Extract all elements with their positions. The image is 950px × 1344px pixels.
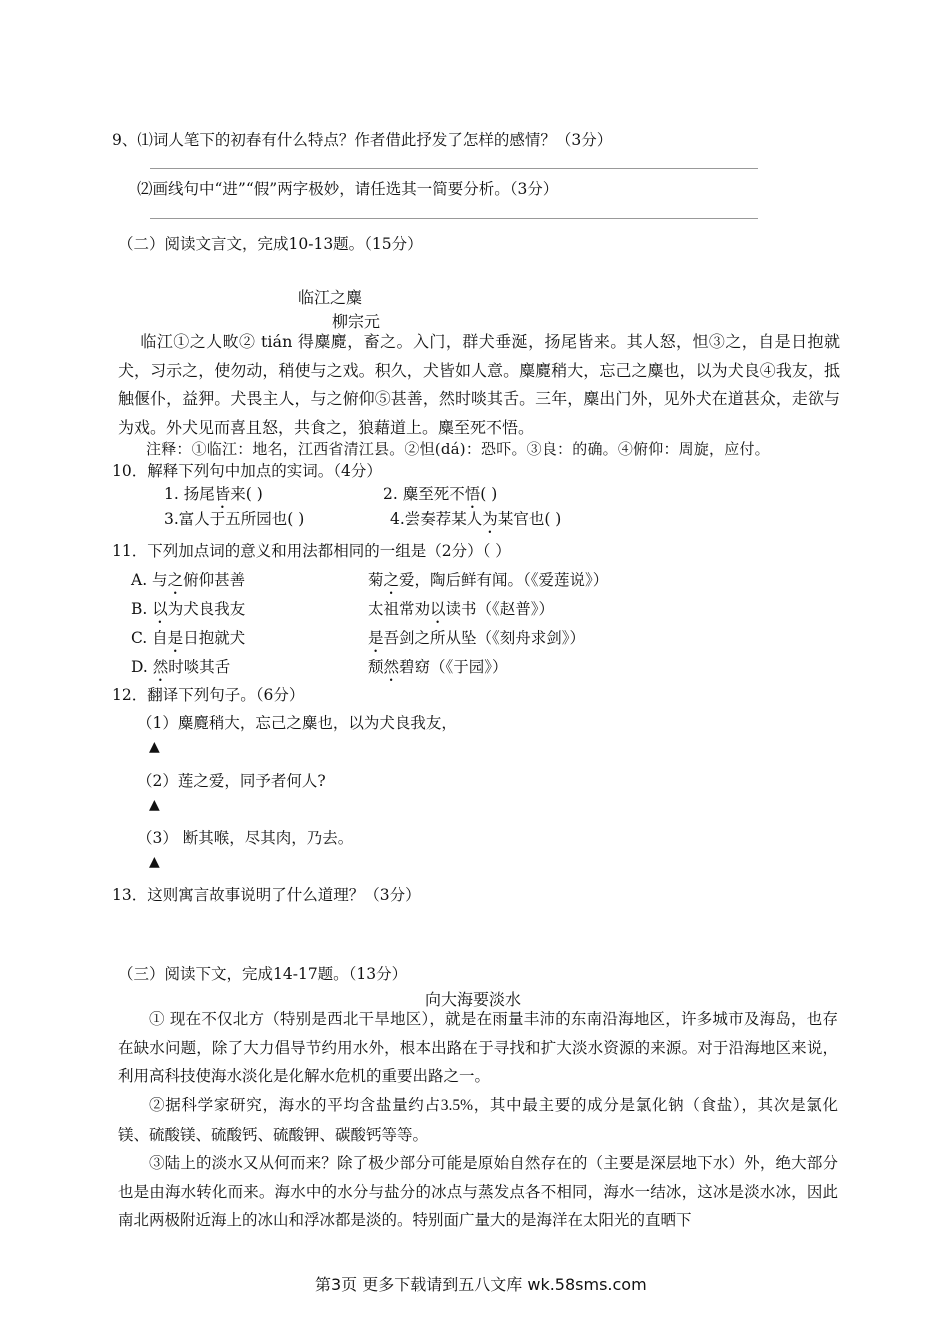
q11-option-d-left: D. 然时啖其舌 [131, 658, 231, 676]
q12-sentence-2: （2）莲之爱，同予者何人? [137, 772, 326, 790]
q11-option-a-right: 菊之爱，陶后鲜有闻。（《爱莲说》） [368, 571, 609, 589]
answer-mark-1: ▲ [149, 739, 160, 755]
q10-item-2: 2. 麋至死不悟( ) [383, 485, 498, 503]
answer-mark-2: ▲ [149, 797, 160, 813]
section2-title: 临江之麋 [298, 288, 363, 307]
q12-stem: 12．翻译下列句子。（6分） [112, 686, 305, 704]
section2-author: 柳宗元 [332, 312, 381, 331]
q11-option-c-left: C. 自是日抱就犬 [131, 629, 246, 647]
page-footer: 第3页 更多下载请到五八文库 wk.58sms.com [315, 1275, 647, 1294]
answer-line-2 [150, 218, 758, 219]
q10-item-4: 4.尝奏荐某人为某官也( ) [390, 510, 562, 528]
section2-notes: 注释：①临江：地名，江西省清江县。②怛(dá)：恐吓。③良：的确。④俯仰：周旋，应付。 [146, 440, 770, 458]
q9-part2: ⑵画线句中“进”“假”两字极妙，请任选其一简要分析。（3分） [137, 180, 559, 198]
section3-heading: （三）阅读下文，完成14-17题。（13分） [118, 965, 408, 983]
q11-option-b-right: 太祖常劝以读书（《赵普》） [368, 600, 555, 618]
q12-sentence-3: （3） 断其喉，尽其肉，乃去。 [137, 829, 354, 847]
q10-stem: 10．解释下列句中加点的实词。（4分） [112, 462, 382, 480]
q11-option-b-left: B. 以为犬良我友 [131, 600, 246, 618]
section2-heading: （二）阅读文言文，完成10-13题。（15分） [118, 235, 423, 253]
section3-paragraph-2: ②据科学家研究，海水的平均含盐量约占3.5%，其中最主要的成分是氯化钠（食盐），其次是氯化镁、硫酸镁、硫酸钙、硫酸钾、碳酸钙等等。 [118, 1096, 838, 1144]
q11-stem: 11．下列加点词的意义和用法都相同的一组是（2分）（ ） [112, 542, 511, 560]
q10-item-3: 3.富人于五所园也( ) [164, 510, 305, 528]
section2-passage: 临江①之人畋② tián 得麋麑，畜之。入门，群犬垂涎，扬尾皆来。其人怒，怛③之，自是日抱就犬，习示之，使勿动，稍使与之戏。积久，犬皆如人意。麋麑稍大，忘己之麋也，以为犬良④我友，抵触偃仆，益狎。犬畏主人，与之俯仰⑤甚善，然时啖其舌。三年，麋出门外，见外犬在道甚众，走欲与为戏。外犬见而喜且怒，共食之，狼藉道上。麋至死不悟。 [118, 332, 840, 437]
q9-part1: 9、⑴词人笔下的初春有什么特点？作者借此抒发了怎样的感情？（3分） [112, 131, 613, 149]
q11-option-a-left: A. 与之俯仰甚善 [131, 571, 246, 589]
q12-sentence-1: （1）麋麑稍大，忘己之麋也，以为犬良我友， [137, 714, 457, 732]
answer-mark-3: ▲ [149, 854, 160, 870]
q13-stem: 13．这则寓言故事说明了什么道理？（3分） [112, 886, 421, 904]
q11-option-d-right: 颓然碧窈（《于园》） [368, 658, 508, 676]
section3-title: 向大海要淡水 [425, 990, 522, 1009]
answer-line-1 [150, 168, 758, 169]
q11-option-c-right: 是吾剑之所从坠（《刻舟求剑》） [368, 629, 586, 647]
section3-paragraph-3: ③陆上的淡水又从何而来？除了极少部分可能是原始自然存在的（主要是深层地下水）外，绝大部分也是由海水转化而来。海水中的水分与盐分的冰点与蒸发点各不相同，海水一结冰，这冰是淡水冰，因此南北两极附近海上的冰山和浮冰都是淡的。特别面广量大的是海洋在太阳光的直晒下 [118, 1154, 838, 1229]
section3-paragraph-1: ① 现在不仅北方（特别是西北干旱地区），就是在雨量丰沛的东南沿海地区，许多城市及海岛，也存在缺水问题，除了大力倡导节约用水外，根本出路在于寻找和扩大淡水资源的来源。对于沿海地区来说，利用高科技使海水淡化是化解水危机的重要出路之一。 [118, 1010, 838, 1085]
q10-item-1: 1. 扬尾皆来( ) [164, 485, 263, 503]
